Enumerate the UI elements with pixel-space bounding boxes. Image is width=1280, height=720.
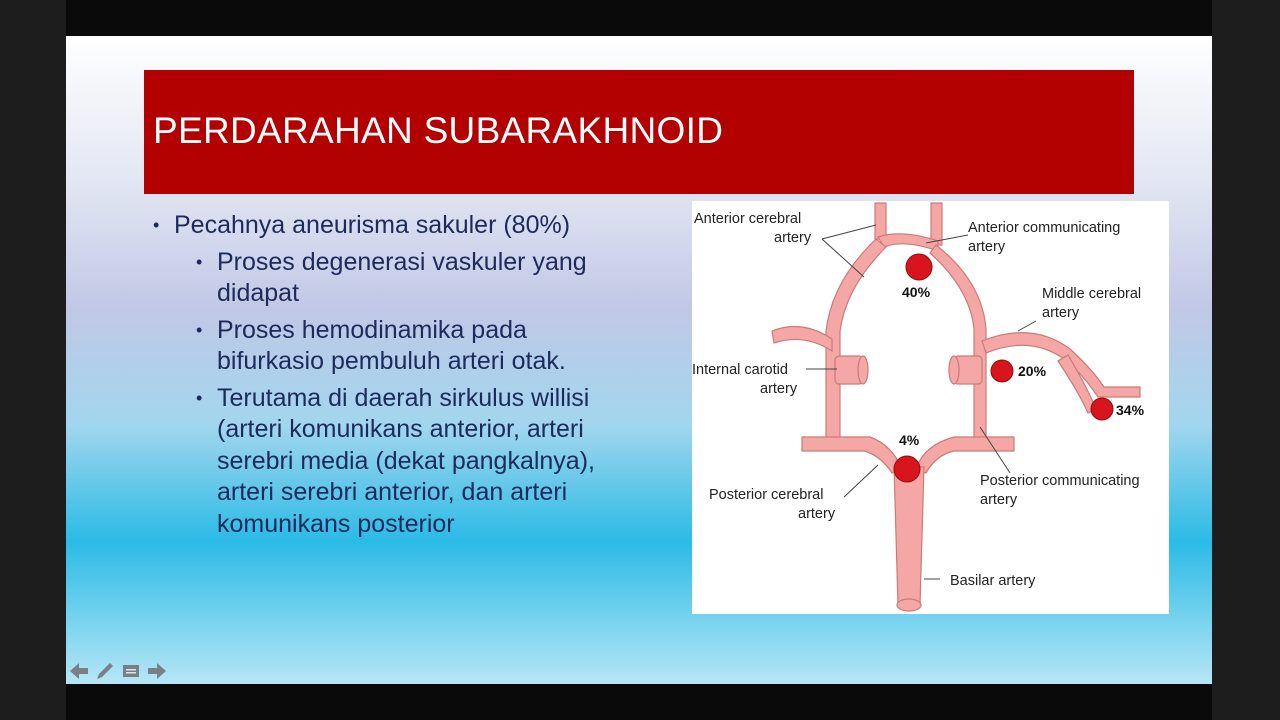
menu-icon[interactable]	[120, 660, 142, 682]
bullet-text: Pecahnya aneurisma sakuler (80%)	[174, 211, 571, 239]
bullet-text: Proses degenerasi vaskuler yang didapat	[217, 247, 587, 307]
label-internal-carotid-2: artery	[760, 381, 798, 397]
label-posterior-cerebral-2: artery	[798, 506, 836, 522]
bullet-text: Proses hemodinamika pada bifurkasio pembuluh arteri otak.	[217, 315, 566, 375]
left-side-branch	[772, 327, 832, 352]
label-anterior-cerebral-2: artery	[774, 230, 812, 246]
slide-title: PERDARAHAN SUBARAKHNOID	[153, 110, 724, 151]
anterior-cerebral-artery-left	[875, 203, 886, 239]
label-anterior-communicating-2: artery	[968, 239, 1006, 255]
internal-carotid-end-right	[949, 356, 959, 384]
presentation-slide	[66, 36, 1212, 684]
basilar-artery-end	[897, 599, 921, 611]
bottom-letterbox	[66, 684, 1212, 720]
label-internal-carotid-1: Internal carotid	[692, 362, 788, 378]
bullet-list	[150, 210, 630, 540]
slide-title-bar	[144, 70, 1134, 194]
arrow-right-icon[interactable]	[146, 660, 168, 682]
bullet-dot: •	[153, 215, 160, 235]
artery-network	[772, 203, 1140, 611]
percent-mca: 34%	[1116, 402, 1145, 418]
right-pillarbox	[1212, 0, 1280, 720]
bullet-level2	[150, 383, 630, 541]
slide-nav-controls	[68, 660, 168, 682]
bullet-level2	[150, 315, 630, 378]
aneurysm-ica	[991, 360, 1013, 382]
label-basilar-artery: Basilar artery	[950, 573, 1036, 589]
aneurysm-basilar	[894, 456, 920, 482]
internal-carotid-end-left	[858, 356, 868, 384]
percent-ica: 20%	[1018, 363, 1047, 379]
label-posterior-communicating-1: Posterior communicating	[980, 473, 1140, 489]
label-posterior-cerebral-1: Posterior cerebral	[709, 487, 824, 503]
top-letterbox	[66, 0, 1212, 36]
left-pillarbox	[0, 0, 66, 720]
aneurysm-acom	[906, 254, 932, 280]
label-anterior-communicating-1: Anterior communicating	[968, 220, 1121, 236]
percent-basilar: 4%	[899, 432, 920, 448]
bullet-dot: •	[196, 251, 203, 272]
right-circle-arc	[930, 245, 986, 441]
bullet-dot: •	[196, 387, 203, 408]
posterior-cerebral-artery-right	[916, 437, 1014, 473]
label-middle-cerebral-1: Middle cerebral	[1042, 286, 1142, 302]
bullet-level2	[150, 247, 630, 310]
bullet-level1	[150, 210, 630, 242]
percent-acom: 40%	[902, 284, 931, 300]
posterior-cerebral-artery-left	[802, 437, 902, 473]
bullet-text: Terutama di daerah sirkulus willisi (arteri komunikans anterior, arteri serebri media (dekat pangkalnya), arteri serebri anterior, dan arteri komunikans posterior	[217, 383, 595, 538]
label-posterior-communicating-2: artery	[980, 492, 1018, 508]
pen-icon[interactable]	[94, 660, 116, 682]
aneurysm-mca	[1091, 398, 1113, 420]
label-middle-cerebral-2: artery	[1042, 305, 1080, 321]
arrow-left-icon[interactable]	[68, 660, 90, 682]
label-anterior-cerebral-1: Anterior cerebral	[694, 211, 802, 227]
basilar-artery	[894, 467, 924, 605]
circle-of-willis-diagram	[692, 201, 1169, 614]
bullet-dot: •	[196, 319, 203, 340]
